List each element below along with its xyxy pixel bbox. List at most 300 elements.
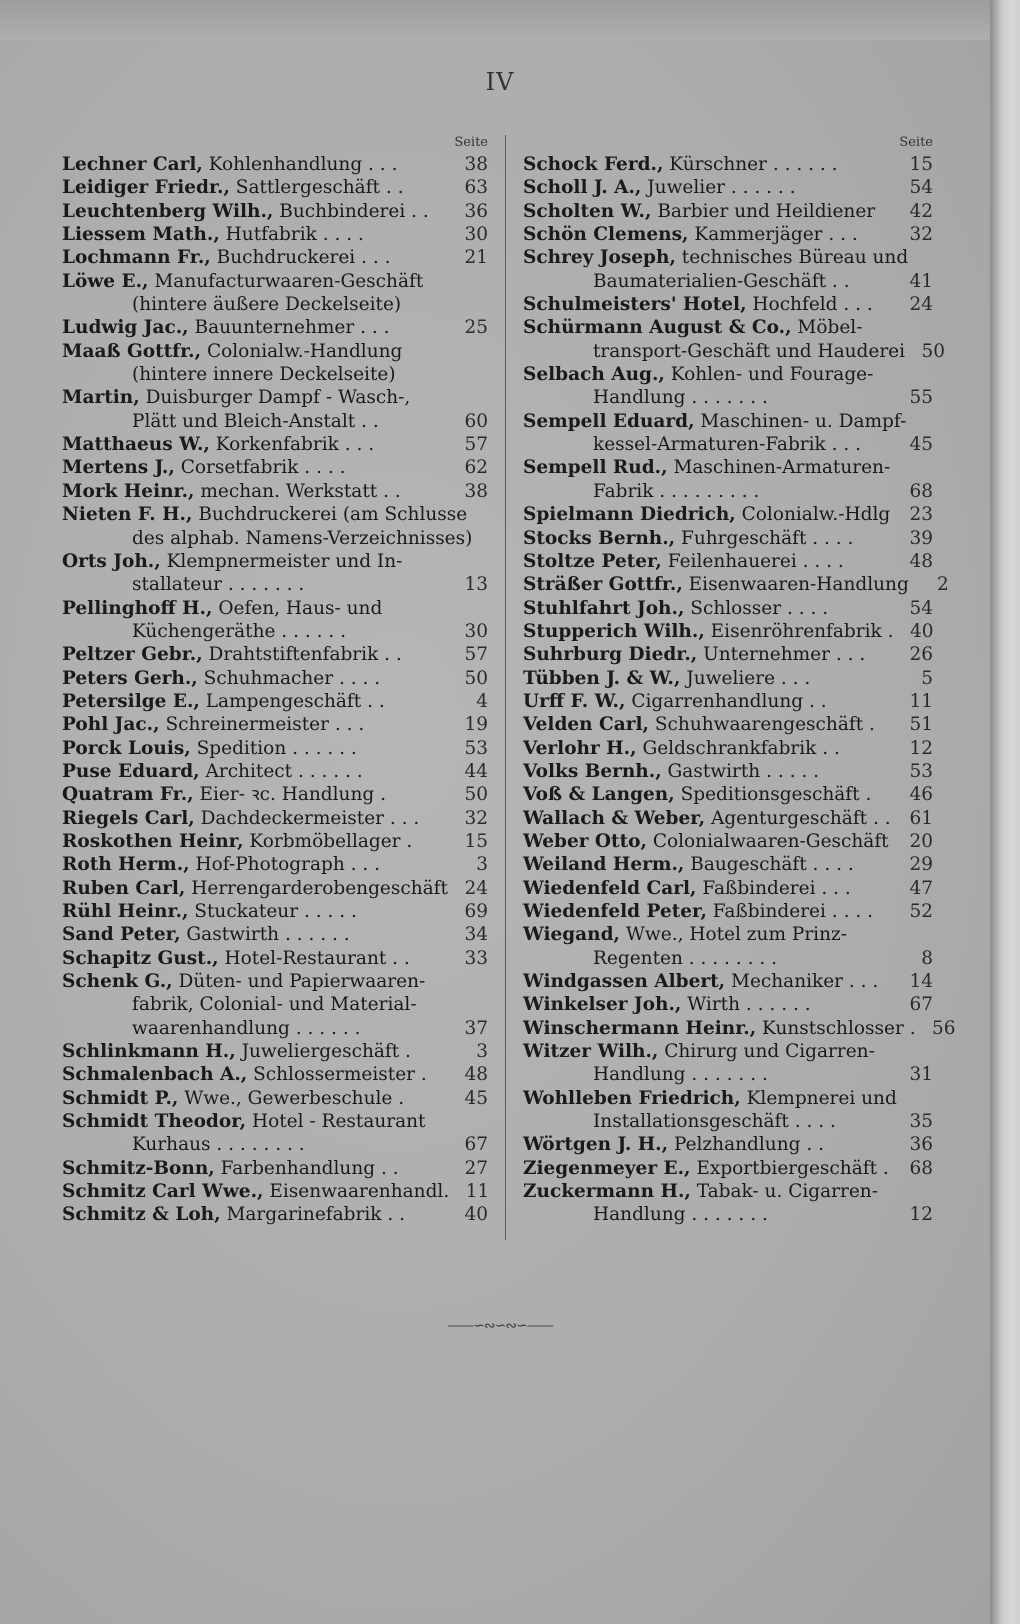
entry-page-number: 30: [464, 620, 488, 642]
entry-page-number: 68: [909, 1157, 933, 1179]
entry-first-line: [523, 807, 933, 830]
entry-name: Martin,: [62, 387, 140, 409]
entry-name: Peters Gerh.,: [62, 667, 198, 689]
entry-first-line: [523, 853, 933, 876]
entry-first-line: [523, 993, 933, 1016]
page-number: IV: [485, 68, 515, 96]
entry-page-number: 68: [909, 480, 933, 502]
entry-page-number: 32: [909, 224, 933, 246]
entry-first-line: [523, 527, 933, 550]
entry-description: Buchdruckerei (am Schlusse: [198, 504, 468, 526]
entry-page-number: 53: [464, 737, 488, 759]
directory-entry: [62, 947, 488, 970]
entry-page-number: 37: [464, 1017, 488, 1039]
entry-description: (hintere äußere Deckelseite): [132, 294, 402, 316]
entry-page-number: 3: [476, 854, 488, 876]
entry-page-number: 34: [464, 924, 488, 946]
entry-page-number: 39: [909, 527, 933, 549]
entry-description: Handlung . . . . . . .: [593, 387, 768, 409]
entry-first-line: [62, 900, 488, 923]
entry-description: Stuckateur . . . . .: [194, 901, 357, 922]
entry-page-number: 3: [476, 1041, 488, 1063]
entry-name: Stuhlfahrt Joh.,: [523, 597, 685, 619]
directory-entry: [523, 573, 949, 596]
entry-name: Selbach Aug.,: [523, 364, 665, 386]
directory-entry: [62, 223, 488, 246]
directory-entry: [62, 923, 488, 946]
entry-name: Schmitz & Loh,: [62, 1204, 221, 1226]
entry-page-number: 12: [909, 1204, 933, 1226]
entry-first-line: [523, 1157, 933, 1180]
entry-page-number: 41: [909, 270, 933, 292]
entry-first-line: [62, 1040, 488, 1063]
directory-entry: [62, 690, 488, 713]
entry-name: Wiedenfeld Carl,: [523, 877, 697, 899]
entry-first-line: [523, 597, 933, 620]
directory-entry: [62, 1180, 488, 1203]
entry-first-line: [523, 713, 933, 736]
entry-first-line: [523, 316, 933, 339]
entry-page-number: 15: [464, 830, 488, 852]
entry-page-number: 44: [464, 760, 488, 782]
entry-name: Stoltze Peter,: [523, 550, 662, 572]
entry-name: Zuckermann H.,: [523, 1181, 691, 1203]
entry-first-line: [62, 270, 488, 293]
entry-page-number: 15: [909, 154, 933, 175]
entry-description: Maschinen- u. Dampf-: [700, 410, 907, 432]
entry-description: Hof-Photograph . . .: [195, 854, 381, 876]
entry-page-number: 67: [909, 994, 933, 1016]
entry-page-number: 38: [464, 480, 488, 502]
entry-name: Porck Louis,: [62, 737, 191, 759]
right-entry-list: [523, 153, 956, 1227]
left-column: [62, 133, 488, 1227]
entry-name: Schmidt P.,: [62, 1087, 179, 1109]
directory-entry: [62, 1087, 488, 1110]
directory-entry: [523, 923, 933, 970]
entry-first-line: [523, 667, 933, 690]
directory-entry: [523, 970, 933, 993]
entry-name: Wohlleben Friedrich,: [523, 1087, 741, 1109]
directory-entry: [523, 737, 933, 760]
entry-page-number: 47: [909, 877, 933, 899]
entry-page-number: 30: [464, 224, 488, 246]
entry-name: Löwe E.,: [62, 270, 149, 292]
directory-entry: [523, 877, 933, 900]
entry-description: Feilenhauerei . . . .: [667, 550, 844, 572]
entry-first-line: [523, 200, 933, 223]
directory-entry: [523, 993, 933, 1016]
entry-description: Juwelier . . . . . .: [647, 177, 796, 199]
entry-first-line: [62, 433, 488, 456]
entry-description: Hotel - Restaurant: [251, 1111, 426, 1133]
entry-first-line: [523, 783, 933, 806]
entry-name: Wiedenfeld Peter,: [523, 901, 707, 922]
entry-first-line: [62, 1087, 488, 1110]
entry-first-line: [523, 246, 933, 269]
entry-description: Kürschner . . . . . .: [669, 154, 838, 175]
entry-page-number: 46: [909, 784, 933, 806]
entry-page-number: 14: [909, 971, 933, 993]
entry-page-number: 11: [465, 1181, 490, 1203]
directory-entry: [62, 246, 488, 269]
directory-entry: [62, 270, 488, 317]
entry-page-number: 38: [464, 154, 488, 175]
entry-name: Sträßer Gottfr.,: [523, 574, 683, 596]
directory-entry: [523, 643, 933, 666]
entry-continuation-line: [62, 1133, 488, 1156]
entry-name: Stocks Bernh.,: [523, 527, 676, 549]
entry-first-line: [523, 550, 933, 573]
entry-description: Faßbinderei . . .: [702, 877, 851, 899]
directory-entry: [523, 830, 933, 853]
entry-page-number: 32: [464, 807, 488, 829]
entry-page-number: 21: [464, 247, 488, 269]
entry-name: Sand Peter,: [62, 924, 181, 946]
directory-entry: [62, 1157, 488, 1180]
entry-description: Gastwirth . . . . . .: [186, 924, 350, 946]
directory-entry: [523, 760, 933, 783]
entry-name: Orts Joh.,: [62, 550, 161, 572]
entry-name: Peltzer Gebr.,: [62, 644, 203, 666]
entry-description: Hutfabrik . . . .: [225, 224, 364, 246]
entry-description: Lampengeschäft . .: [205, 690, 385, 712]
entry-name: Mork Heinr.,: [62, 480, 195, 502]
entry-first-line: [62, 1180, 488, 1203]
directory-entry: [523, 363, 933, 410]
directory-entry: [523, 503, 933, 526]
entry-first-line: [523, 223, 933, 246]
entry-description: Düten- und Papierwaaren-: [178, 971, 426, 993]
entry-first-line: [62, 456, 488, 479]
directory-entry: [62, 853, 488, 876]
entry-page-number: 55: [909, 387, 933, 409]
entry-description: Kammerjäger . . .: [694, 224, 858, 246]
directory-entry: [523, 1133, 933, 1156]
entry-description: Duisburger Dampf - Wasch-,: [145, 387, 411, 409]
directory-entry: [62, 1040, 488, 1063]
entry-name: Wörtgen J. H.,: [523, 1134, 669, 1156]
entry-first-line: [523, 900, 933, 923]
entry-description: Manufacturwaaren-Geschäft: [154, 270, 424, 292]
left-entry-list: [62, 153, 488, 1227]
entry-first-line: [523, 363, 933, 386]
entry-name: Schmidt Theodor,: [62, 1111, 247, 1133]
entry-description: Fabrik . . . . . . . . .: [593, 480, 760, 502]
entry-description: transport-Geschäft und Hauderei: [593, 340, 906, 362]
entry-description: Wirth . . . . . .: [687, 994, 811, 1016]
entry-description: Kohlenhandlung . . .: [208, 154, 398, 175]
entry-description: Wwe., Hotel zum Prinz-: [625, 924, 847, 946]
entry-name: Schmitz-Bonn,: [62, 1157, 215, 1179]
entry-name: Schrey Joseph,: [523, 247, 676, 269]
directory-entry: [523, 550, 933, 573]
entry-first-line: [62, 807, 488, 830]
directory-entry: [523, 176, 933, 199]
next-page-edge: [990, 0, 1020, 1624]
entry-name: Windgassen Albert,: [523, 971, 726, 993]
entry-page-number: 8: [921, 947, 933, 969]
entry-page-number: 63: [464, 177, 488, 199]
entry-description: Herrengarderobengeschäft: [191, 877, 448, 899]
entry-page-number: 57: [464, 434, 488, 456]
entry-name: Roth Herm.,: [62, 854, 190, 876]
entry-continuation-line: [62, 620, 488, 643]
entry-page-number: 67: [464, 1134, 488, 1156]
entry-page-number: 60: [464, 410, 488, 432]
entry-description: Schuhmacher . . . .: [203, 667, 381, 689]
entry-continuation-line: [62, 293, 488, 316]
entry-name: Nieten F. H.,: [62, 504, 193, 526]
entry-page-number: 52: [909, 901, 933, 922]
entry-description: Pelzhandlung . .: [673, 1134, 824, 1156]
entry-name: Rühl Heinr.,: [62, 901, 189, 922]
entry-first-line: [62, 316, 488, 339]
directory-entry: [62, 433, 488, 456]
entry-first-line: [523, 410, 933, 433]
entry-first-line: [62, 783, 488, 806]
entry-description: Spedition . . . . . .: [196, 737, 357, 759]
entry-page-number: 27: [464, 1157, 488, 1179]
entry-description: Plätt und Bleich-Anstalt . .: [132, 410, 379, 432]
entry-name: Roskothen Heinr,: [62, 830, 244, 852]
entry-description: Geldschrankfabrik . .: [642, 737, 840, 759]
entry-first-line: [523, 293, 933, 316]
directory-entry: [523, 1180, 933, 1227]
entry-first-line: [523, 690, 933, 713]
entry-description: Gastwirth . . . . .: [667, 760, 820, 782]
entry-page-number: 13: [464, 574, 488, 596]
entry-name: Ludwig Jac.,: [62, 317, 189, 339]
directory-entry: [523, 1157, 933, 1180]
entry-first-line: [62, 503, 488, 526]
entry-first-line: [523, 970, 933, 993]
entry-description: Buchdruckerei . . .: [216, 247, 391, 269]
entry-name: Lochmann Fr.,: [62, 247, 211, 269]
entry-first-line: [62, 643, 488, 666]
entry-description: Küchengeräthe . . . . . .: [132, 620, 346, 642]
entry-name: Sempell Eduard,: [523, 410, 695, 432]
directory-entry: [62, 667, 488, 690]
entry-page-number: 26: [909, 644, 933, 666]
directory-entry: [523, 1017, 956, 1040]
entry-page-number: 50: [921, 340, 946, 362]
entry-first-line: [62, 690, 488, 713]
entry-continuation-line: [523, 1063, 933, 1086]
entry-name: Petersilge E.,: [62, 690, 200, 712]
entry-first-line: [62, 550, 488, 573]
entry-description: Tabak- u. Cigarren-: [696, 1181, 878, 1203]
entry-first-line: [523, 1133, 933, 1156]
entry-description: Cigarrenhandlung . .: [631, 690, 827, 712]
entry-description: Eier- ꝛc. Handlung .: [199, 784, 386, 806]
entry-page-number: 33: [464, 947, 488, 969]
entry-continuation-line: [523, 1203, 933, 1226]
entry-description: stallateur . . . . . . .: [132, 574, 305, 596]
entry-description: Hochfeld . . .: [752, 294, 873, 316]
entry-page-number: 25: [464, 317, 488, 339]
entry-page-number: 57: [464, 644, 488, 666]
entry-page-number: 42: [909, 200, 933, 222]
entry-first-line: [523, 456, 933, 479]
directory-entry: [523, 410, 933, 457]
entry-first-line: [523, 176, 933, 199]
directory-entry: [523, 293, 933, 316]
entry-description: Oefen, Haus- und: [218, 597, 383, 619]
directory-entry: [523, 527, 933, 550]
entry-continuation-line: [62, 527, 488, 550]
entry-continuation-line: [523, 433, 933, 456]
entry-first-line: [62, 1203, 488, 1226]
directory-entry: [62, 877, 488, 900]
entry-first-line: [523, 1017, 956, 1040]
entry-page-number: 29: [909, 854, 933, 876]
directory-entry: [62, 503, 488, 550]
directory-entry: [62, 1203, 488, 1226]
entry-description: Eisenwaaren-Handlung: [688, 574, 909, 596]
entry-first-line: [523, 760, 933, 783]
entry-name: Suhrburg Diedr.,: [523, 644, 698, 666]
entry-first-line: [62, 340, 488, 363]
entry-name: Schock Ferd.,: [523, 154, 664, 175]
entry-page-number: 54: [909, 177, 933, 199]
entry-description: (hintere innere Deckelseite): [132, 364, 396, 386]
entry-first-line: [523, 737, 933, 760]
entry-description: Colonialwaaren-Geschäft: [652, 830, 889, 852]
entry-name: Winschermann Heinr.,: [523, 1017, 757, 1039]
entry-name: Lechner Carl,: [62, 154, 203, 175]
entry-description: Unternehmer . . .: [703, 644, 866, 666]
directory-entry: [523, 713, 933, 736]
entry-description: Juweliergeschäft .: [241, 1041, 411, 1063]
entry-description: Kohlen- und Fourage-: [670, 364, 874, 386]
entry-name: Volks Bernh.,: [523, 760, 662, 782]
entry-first-line: [62, 386, 488, 409]
seite-label-right: Seite: [899, 135, 933, 150]
entry-name: Pellinghoff H.,: [62, 597, 213, 619]
directory-entry: [523, 1040, 933, 1087]
entry-name: Spielmann Diedrich,: [523, 504, 736, 526]
directory-entry: [62, 900, 488, 923]
entry-first-line: [62, 1110, 488, 1133]
entry-name: Velden Carl,: [523, 714, 649, 736]
entry-first-line: [523, 620, 933, 643]
entry-page-number: 19: [464, 714, 488, 736]
directory-entry: [62, 386, 488, 433]
entry-first-line: [62, 830, 488, 853]
directory-entry: [523, 807, 933, 830]
entry-first-line: [62, 597, 488, 620]
entry-first-line: [62, 877, 488, 900]
entry-description: Eisenwaarenhandl.: [269, 1181, 450, 1203]
seite-label-left: Seite: [454, 135, 488, 150]
entry-description: Schreinermeister . . .: [165, 714, 365, 736]
entry-description: Architect . . . . . .: [205, 760, 363, 782]
directory-entry: [62, 153, 488, 176]
entry-description: Drahtstiftenfabrik . .: [208, 644, 402, 666]
entry-description: Korbmöbellager .: [249, 830, 413, 852]
entry-description: Baugeschäft . . . .: [690, 854, 854, 876]
column-divider: [505, 135, 506, 1240]
entry-page-number: 36: [464, 200, 488, 222]
entry-description: Kurhaus . . . . . . . .: [132, 1134, 305, 1156]
entry-name: Sempell Rud.,: [523, 457, 668, 479]
directory-entry: [523, 246, 933, 293]
entry-page-number: 48: [909, 550, 933, 572]
directory-entry: [523, 200, 933, 223]
entry-page-number: 69: [464, 901, 488, 922]
directory-entry: [62, 807, 488, 830]
entry-first-line: [523, 1087, 933, 1110]
entry-name: Leidiger Friedr.,: [62, 177, 230, 199]
entry-first-line: [523, 877, 933, 900]
entry-name: Schapitz Gust.,: [62, 947, 219, 969]
entry-first-line: [62, 667, 488, 690]
directory-entry: [62, 1063, 488, 1086]
entry-description: Barbier und Heildiener: [657, 200, 876, 222]
entry-continuation-line: [523, 340, 946, 363]
directory-entry: [62, 316, 488, 339]
entry-page-number: 62: [464, 457, 488, 479]
entry-name: Tübben J. & W.,: [523, 667, 681, 689]
entry-description: Schuhwaarengeschäft .: [654, 714, 875, 736]
entry-continuation-line: [62, 363, 488, 386]
directory-entry: [523, 853, 933, 876]
directory-entry: [62, 200, 488, 223]
entry-name: Wiegand,: [523, 924, 620, 946]
entry-first-line: [62, 1157, 488, 1180]
entry-name: Schulmeisters' Hotel,: [523, 294, 747, 316]
entry-name: Voß & Langen,: [523, 784, 675, 806]
directory-entry: [62, 713, 488, 736]
entry-name: Quatram Fr.,: [62, 784, 194, 806]
entry-first-line: [523, 923, 933, 946]
directory-entry: [62, 783, 488, 806]
entry-name: Stupperich Wilh.,: [523, 620, 705, 642]
entry-page-number: 5: [921, 667, 933, 689]
entry-description: Maschinen-Armaturen-: [673, 457, 891, 479]
entry-name: Ruben Carl,: [62, 877, 186, 899]
directory-entry: [523, 597, 933, 620]
entry-description: Hotel-Restaurant . .: [224, 947, 410, 969]
entry-first-line: [523, 573, 949, 596]
entry-page-number: 61: [909, 807, 933, 829]
directory-entry: [62, 480, 488, 503]
entry-description: Regenten . . . . . . . .: [593, 947, 777, 969]
entry-description: Speditionsgeschäft .: [680, 784, 872, 806]
entry-page-number: 40: [909, 620, 934, 642]
entry-description: Schlosser . . . .: [690, 597, 829, 619]
directory-entry: [523, 783, 933, 806]
entry-page-number: 45: [909, 434, 933, 456]
entry-continuation-line: [523, 270, 933, 293]
entry-page-number: 51: [909, 714, 933, 736]
entry-name: Ziegenmeyer E.,: [523, 1157, 691, 1179]
entry-first-line: [523, 643, 933, 666]
directory-entry: [523, 316, 946, 363]
entry-description: Handlung . . . . . . .: [593, 1064, 768, 1086]
entry-description: Faßbinderei . . . .: [712, 901, 873, 922]
entry-description: Juweliere . . .: [686, 667, 811, 689]
entry-first-line: [62, 970, 488, 993]
entry-description: Klempnermeister und In-: [166, 550, 403, 572]
entry-description: mechan. Werkstatt . .: [200, 480, 401, 502]
directory-entry: [523, 456, 933, 503]
entry-description: Korkenfabrik . . .: [215, 434, 375, 456]
entry-continuation-line: [523, 480, 933, 503]
entry-name: Wallach & Weber,: [523, 807, 706, 829]
entry-first-line: [62, 200, 488, 223]
